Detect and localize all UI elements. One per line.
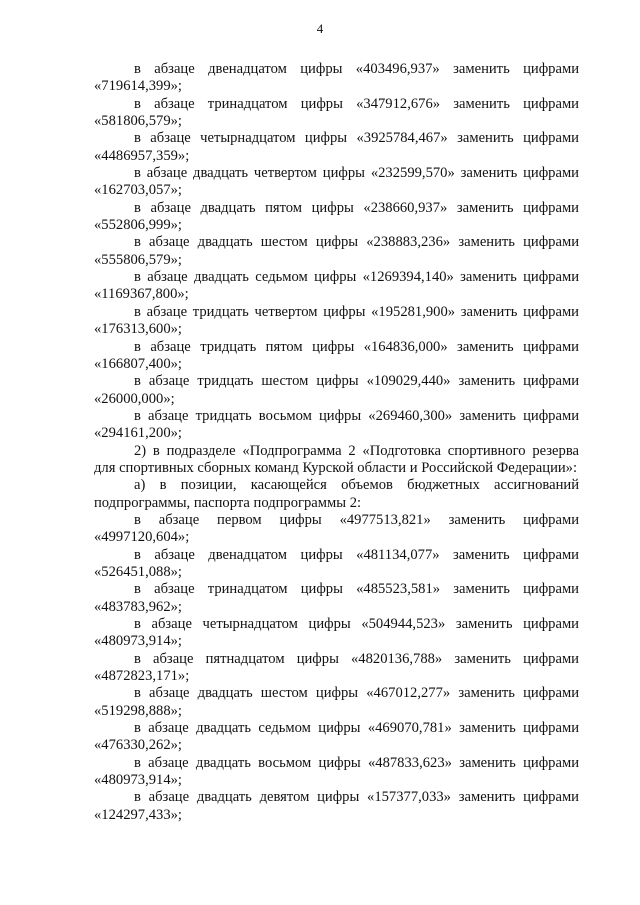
page-number: 4: [316, 21, 324, 36]
section-heading-paragraph: 2) в подразделе «Подпрограмма 2 «Подготовка спортивного резерва для спортивных сборных команд Курской области и Российской Федерации»:: [94, 442, 579, 476]
paragraph: в абзаце тринадцатом цифры «347912,676» заменить цифрами «581806,579»;: [94, 95, 579, 130]
paragraph: в абзаце четырнадцатом цифры «504944,523» заменить цифрами «480973,914»;: [94, 616, 579, 650]
paragraph: в абзаце первом цифры «4977513,821» заменить цифрами «4997120,604»;: [94, 511, 579, 546]
paragraph: в абзаце двадцать четвертом цифры «232599,570» заменить цифрами «162703,057»;: [94, 165, 579, 199]
paragraph: в абзаце тридцать пятом цифры «164836,000» заменить цифрами «166807,400»;: [94, 338, 579, 372]
paragraph: в абзаце тридцать шестом цифры «109029,440» заменить цифрами «26000,000»;: [94, 373, 579, 407]
paragraph: в абзаце тридцать четвертом цифры «195281,900» заменить цифрами «176313,600»;: [94, 303, 579, 338]
paragraph: в абзаце двадцать седьмом цифры «1269394,140» заменить цифрами «1169367,800»;: [94, 269, 579, 303]
paragraph: в абзаце двенадцатом цифры «403496,937» заменить цифрами «719614,399»;: [94, 61, 579, 95]
paragraph: в абзаце двенадцатом цифры «481134,077» заменить цифрами «526451,088»;: [94, 546, 579, 580]
subsection-paragraph: а) в позиции, касающейся объемов бюджетных ассигнований подпрограммы, паспорта подпрограммы 2:: [94, 477, 579, 511]
paragraph: в абзаце двадцать шестом цифры «467012,277» заменить цифрами «519298,888»;: [94, 685, 579, 719]
paragraph: в абзаце четырнадцатом цифры «3925784,467» заменить цифрами «4486957,359»;: [94, 130, 579, 164]
paragraph: в абзаце двадцать девятом цифры «157377,033» заменить цифрами «124297,433»;: [94, 789, 579, 823]
paragraph: в абзаце двадцать седьмом цифры «469070,781» заменить цифрами «476330,262»;: [94, 720, 579, 754]
paragraph: в абзаце двадцать восьмом цифры «487833,623» заменить цифрами «480973,914»;: [94, 754, 579, 789]
paragraph: в абзаце тринадцатом цифры «485523,581» заменить цифрами «483783,962»;: [94, 581, 579, 615]
paragraph: в абзаце тридцать восьмом цифры «269460,300» заменить цифрами «294161,200»;: [94, 407, 579, 442]
paragraph: в абзаце двадцать шестом цифры «238883,236» заменить цифрами «555806,579»;: [94, 234, 579, 268]
paragraph: в абзаце двадцать пятом цифры «238660,937» заменить цифрами «552806,999»;: [94, 199, 579, 234]
paragraph: в абзаце пятнадцатом цифры «4820136,788» заменить цифрами «4872823,171»;: [94, 650, 579, 685]
document-body: [94, 61, 579, 824]
